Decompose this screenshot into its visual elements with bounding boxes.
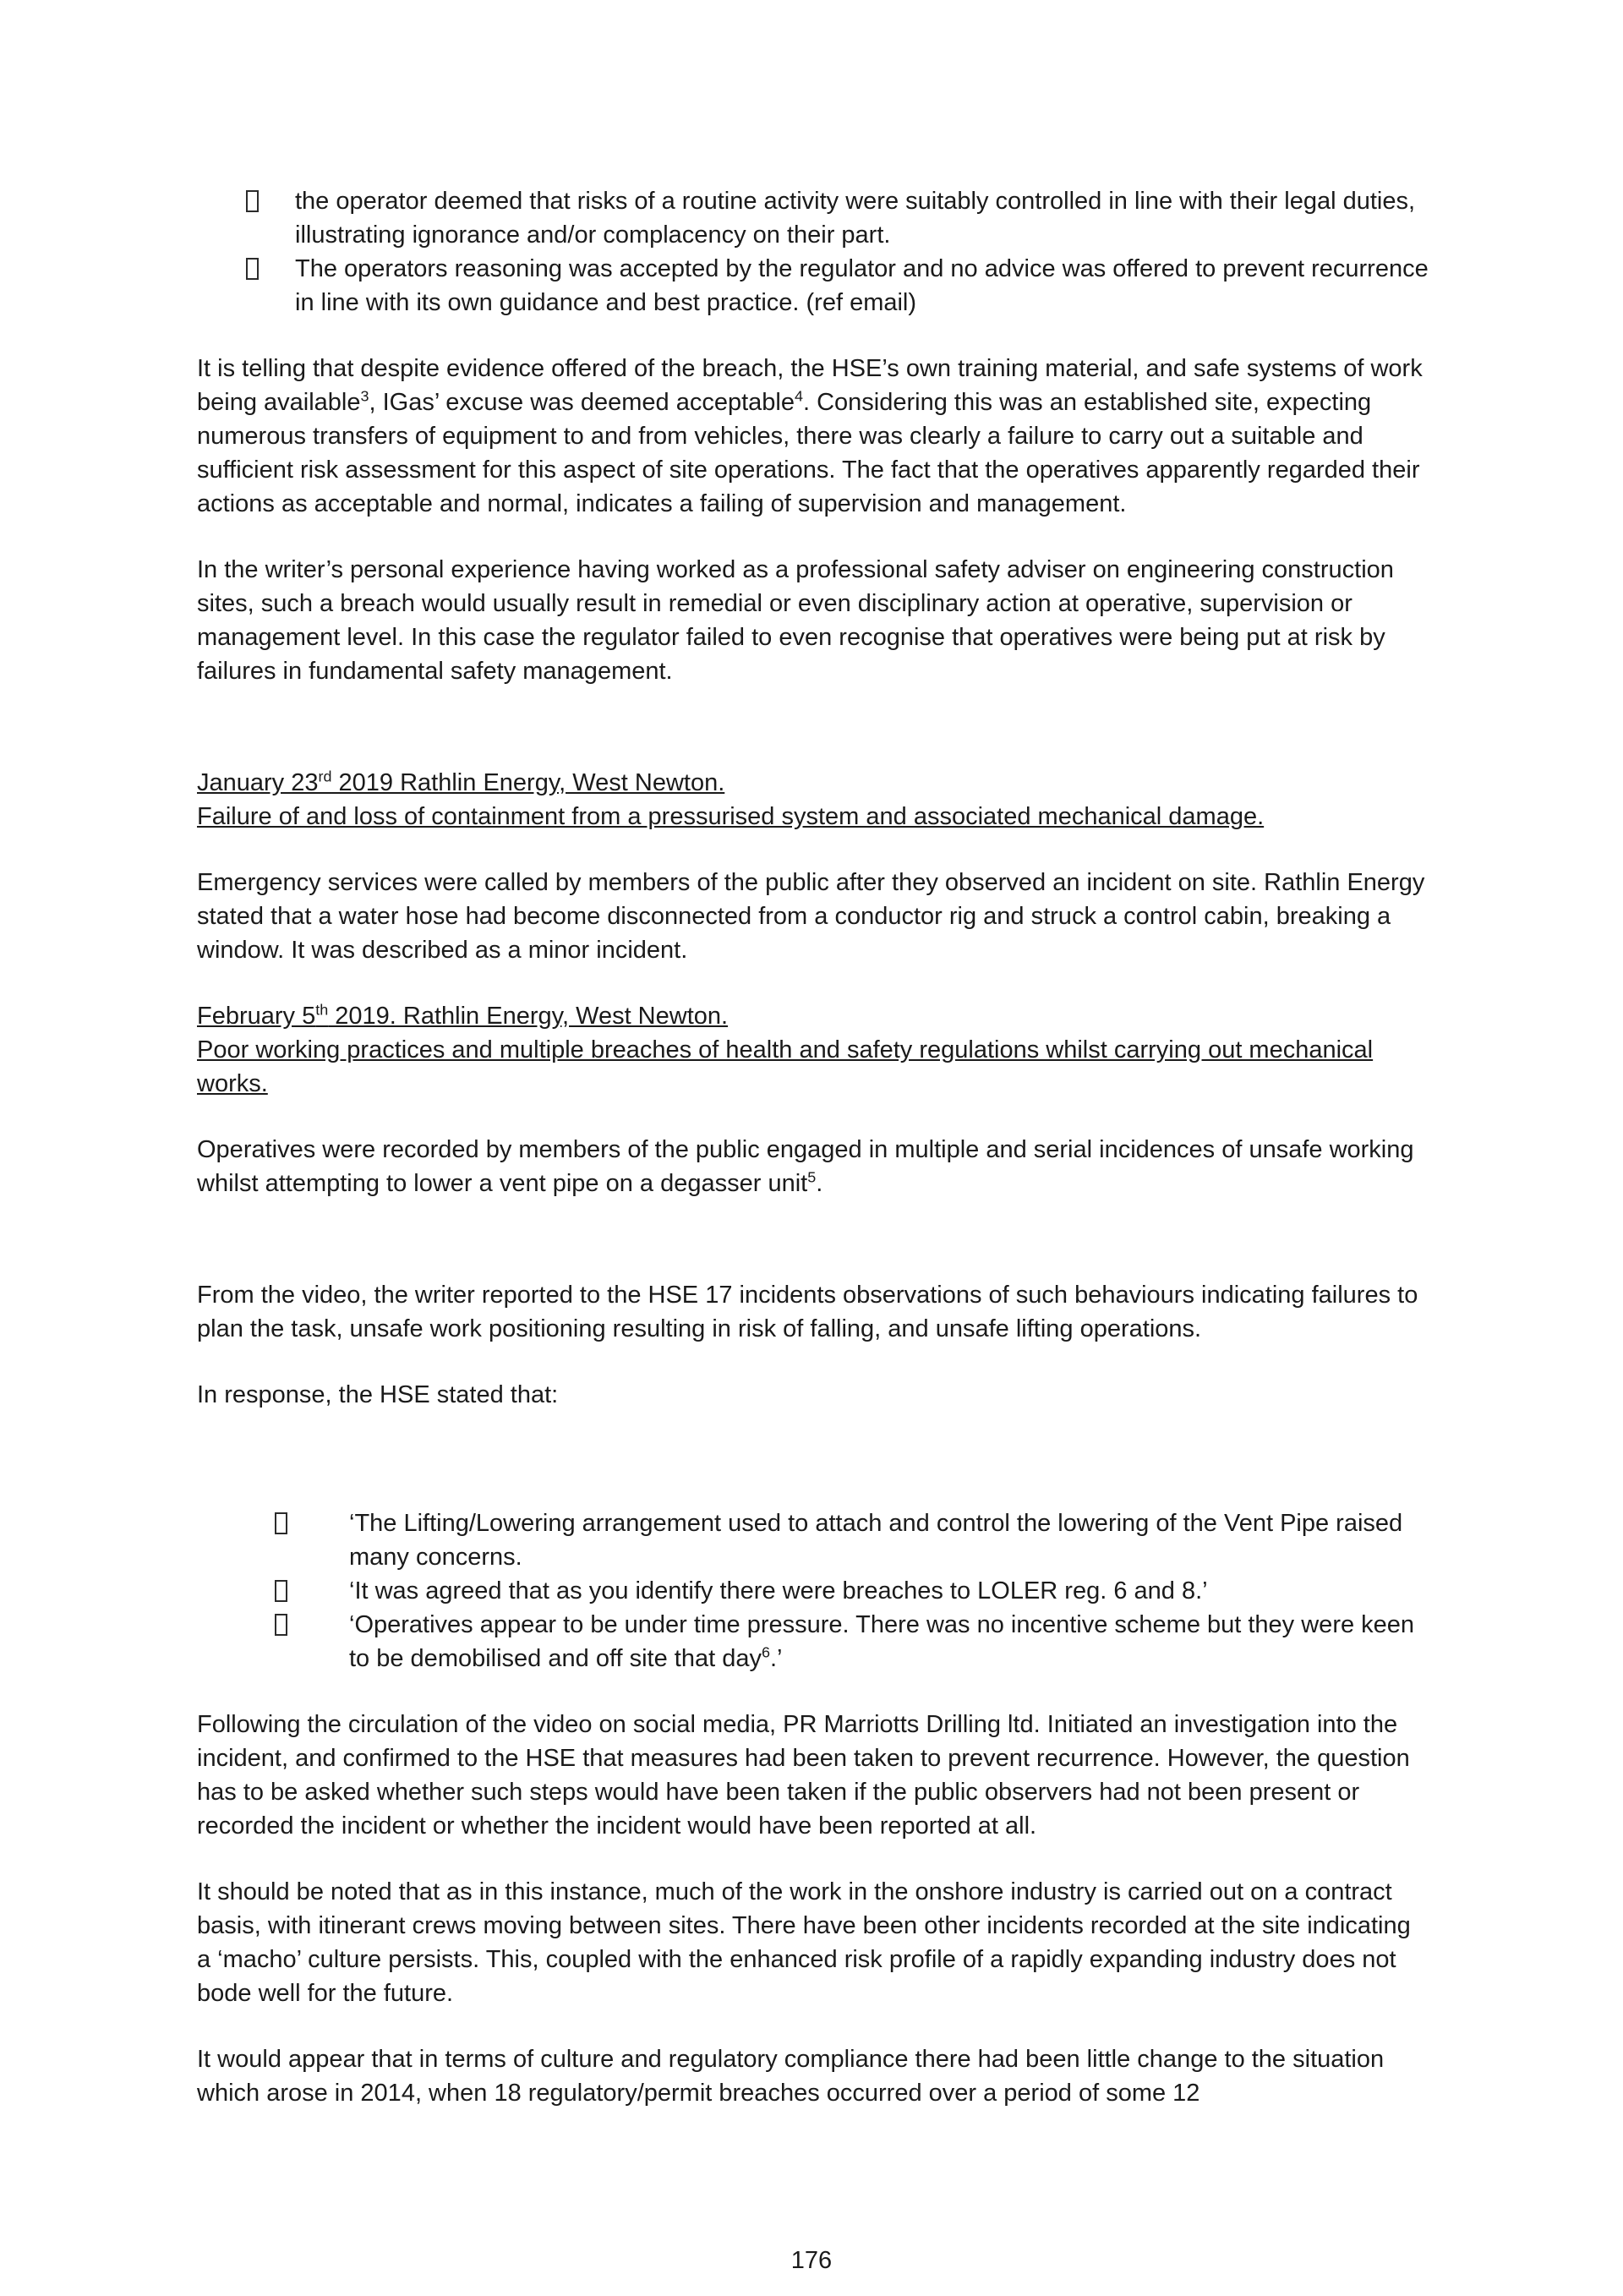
hse-quote-list xyxy=(197,1506,1429,1676)
paragraph-hse-response-intro: In response, the HSE stated that: xyxy=(197,1381,559,1408)
text-run: 2019. Rathlin Energy, West Newton. xyxy=(328,1003,729,1030)
missing-glyph-box-icon xyxy=(246,190,259,212)
footnote-ref-6: 6 xyxy=(761,1643,770,1661)
section-heading-february xyxy=(197,999,1429,1101)
ordinal-suffix: rd xyxy=(318,768,332,785)
list-item xyxy=(197,1506,1429,1574)
bullet-text: The operators reasoning was accepted by the regulator and no advice was offered to prevent recurrence in line with its own guidance and best practice. (ref email) xyxy=(295,255,1429,316)
quote-text: ‘Operatives appear to be under time pressure. There was no incentive scheme but they were keen to be demobilised and off site that day xyxy=(349,1611,1415,1672)
text-run: February 5 xyxy=(197,1003,316,1030)
text-run: , IGas’ excuse was deemed acceptable xyxy=(369,389,795,416)
quote-text: ‘It was agreed that as you identify there were breaches to LOLER reg. 6 and 8.’ xyxy=(349,1577,1208,1604)
paragraph-operatives-recorded xyxy=(197,1133,1429,1200)
page-number: 176 xyxy=(790,2247,833,2274)
section-heading-january xyxy=(197,766,1429,834)
heading-subtitle: Poor working practices and multiple breaches of health and safety regulations whilst carrying out mechanical works. xyxy=(197,1036,1374,1097)
list-item xyxy=(197,252,1429,320)
missing-glyph-box-icon xyxy=(275,1614,287,1636)
text-run: Operatives were recorded by members of the public engaged in multiple and serial incidences of unsafe working whilst attempting to lower a vent pipe on a degasser unit xyxy=(197,1136,1414,1197)
heading-title xyxy=(197,769,724,796)
text-run: It is telling that despite evidence offered of the breach, the HSE’s own training material, and safe systems of work being available xyxy=(197,355,1423,416)
missing-glyph-box-icon xyxy=(275,1580,287,1602)
missing-glyph-box-icon xyxy=(246,258,259,280)
heading-title xyxy=(197,1003,728,1030)
quote-text: ‘The Lifting/Lowering arrangement used to attach and control the lowering of the Vent Pipe raised many concerns. xyxy=(349,1510,1403,1571)
paragraph-from-video: From the video, the writer reported to the HSE 17 incidents observations of such behaviours indicating failures to plan the task, unsafe work positioning resulting in risk of falling, and unsafe lifting operations. xyxy=(197,1282,1418,1342)
ordinal-suffix: th xyxy=(315,1001,329,1019)
text-run: . Considering this was an established site, expecting numerous transfers of equipment to and from vehicles, there was clearly a failure to carry out a suitable and sufficient risk assessment for this aspect of site operations. The fact that the operatives apparently regarded their actions as acceptable and normal, indicates a failing of supervision and management. xyxy=(197,389,1420,517)
list-item xyxy=(197,184,1429,252)
paragraph-would-appear: It would appear that in terms of culture and regulatory compliance there had been little change to the situation which arose in 2014, when 18 regulatory/permit breaches occurred over a period of some 12 xyxy=(197,2046,1385,2107)
paragraph-following-circulation: Following the circulation of the video on social media, PR Marriotts Drilling ltd. Initiated an investigation into the incident, and confirmed to the HSE that measures had been taken to prevent recurrence. However, the question has to be asked whether such steps would have been taken if the public observers had not been present or recorded the incident or whether the incident would have been reported at all. xyxy=(197,1711,1410,1840)
quote-text: .’ xyxy=(769,1645,783,1672)
top-bullet-list xyxy=(197,184,1429,320)
footnote-ref-3: 3 xyxy=(360,387,369,405)
text-run: 2019 Rathlin Energy, West Newton. xyxy=(331,769,725,796)
list-item xyxy=(197,1608,1429,1676)
paragraph-should-be-noted: It should be noted that as in this instance, much of the work in the onshore industry is carried out on a contract basis, with itinerant crews moving between sites. There have been other incidents recorded at the site indicating a ‘macho’ culture persists. This, coupled with the enhanced risk profile of a rapidly expanding industry does not bode well for the future. xyxy=(197,1878,1411,2007)
bullet-text: the operator deemed that risks of a routine activity were suitably controlled in line with their legal duties, illustrating ignorance and/or complacency on their part. xyxy=(295,188,1416,249)
missing-glyph-box-icon xyxy=(275,1512,287,1534)
list-item xyxy=(197,1574,1429,1608)
paragraph-emergency-services: Emergency services were called by members of the public after they observed an incident on site. Rathlin Energy stated that a water hose had become disconnected from a conductor rig and struck a control cabin, breaking a window. It was described as a minor incident. xyxy=(197,869,1425,964)
paragraph-writer-experience: In the writer’s personal experience having worked as a professional safety adviser on engineering construction sites, such a breach would usually result in remedial or even disciplinary action at operative, supervision or management level. In this case the regulator failed to even recognise that operatives were being put at risk by failures in fundamental safety management. xyxy=(197,556,1394,685)
paragraph-it-is-telling xyxy=(197,352,1429,521)
heading-subtitle: Failure of and loss of containment from a pressurised system and associated mechanical damage. xyxy=(197,803,1265,830)
footnote-ref-4: 4 xyxy=(794,387,803,405)
footnote-ref-5: 5 xyxy=(807,1168,817,1186)
text-run: January 23 xyxy=(197,769,319,796)
text-run: . xyxy=(816,1170,823,1197)
